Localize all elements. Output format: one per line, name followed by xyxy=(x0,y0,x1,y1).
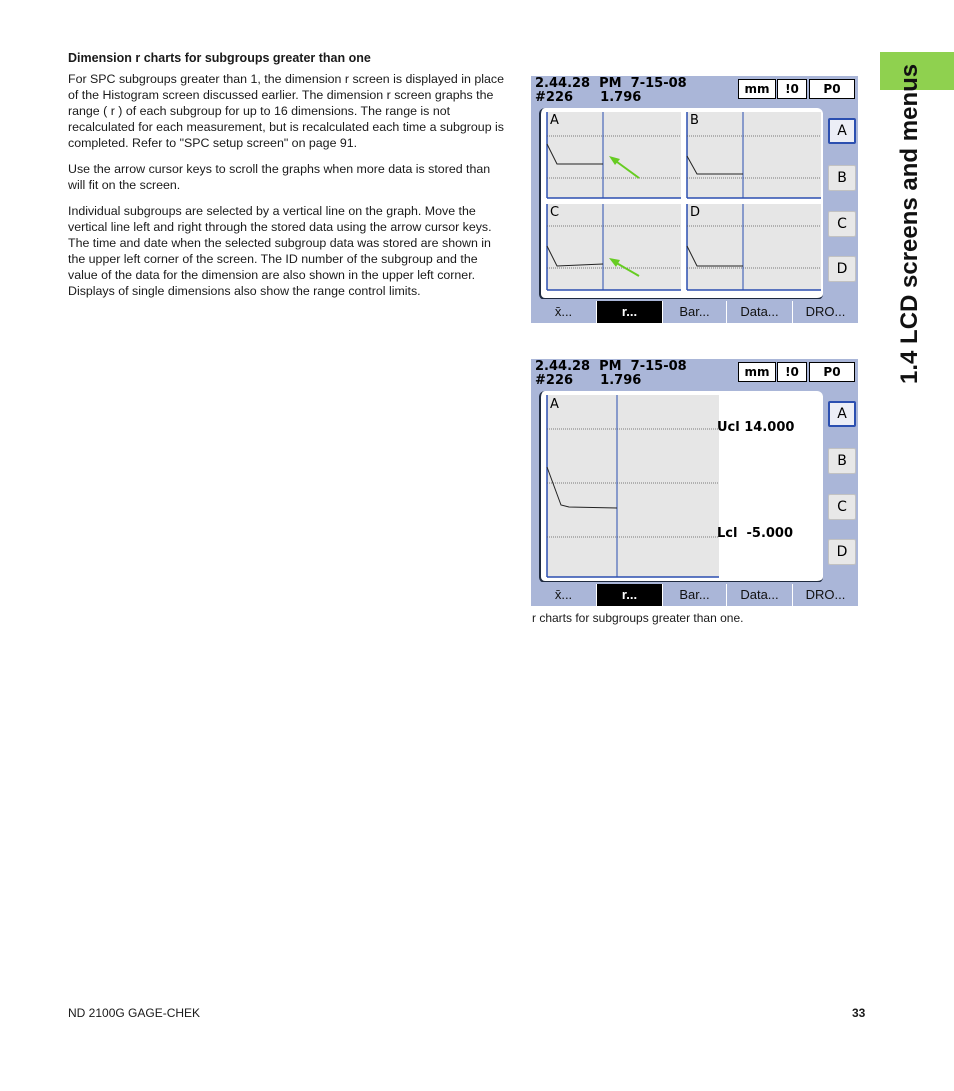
lower-control-limit: Lcl -5.000 xyxy=(717,526,794,541)
softkey-dro[interactable]: DRO... xyxy=(805,304,846,319)
chart-label-a: A xyxy=(550,397,559,412)
softkey-bar-chart[interactable]: Bar... xyxy=(663,301,727,323)
status-time-date: 2.44.28 PM 7-15-08 xyxy=(535,76,687,91)
paragraph-1: For SPC subgroups greater than 1, the dimension r screen is displayed in place of the Histogram screen discussed earlier. The dimension r screen graphs the range ( r ) of each subgroup for up to 16 dimensions. The range is not recalculated for each measurement, but is recalculated each time a subgroup is completed. Refer to "SPC setup screen" on page 91. xyxy=(68,72,504,150)
preset-button[interactable]: P0 xyxy=(809,362,855,382)
body-text xyxy=(68,71,510,309)
dimension-b-button[interactable]: B xyxy=(828,165,856,191)
dimension-c-button[interactable]: C xyxy=(828,494,856,520)
softkey-data[interactable]: Data... xyxy=(727,301,793,323)
chart-d xyxy=(687,204,821,290)
section-heading: Dimension r charts for subgroups greater than one xyxy=(68,51,371,65)
softkey-xbar[interactable]: x̄... xyxy=(531,584,597,606)
unit-button[interactable]: mm xyxy=(738,362,776,382)
status-time-date: 2.44.28 PM 7-15-08 xyxy=(535,359,687,374)
four-r-charts xyxy=(541,108,825,300)
figure-caption: r charts for subgroups greater than one. xyxy=(532,611,744,625)
softkey-data[interactable]: Data... xyxy=(727,584,793,606)
chart-label-b: B xyxy=(690,113,699,128)
status-id-value: #226 1.796 xyxy=(535,373,642,388)
paragraph-2: Use the arrow cursor keys to scroll the graphs when more data is stored than will fit on the screen. xyxy=(68,162,491,192)
dimension-a-button[interactable]: A xyxy=(828,118,856,144)
softkey-bar xyxy=(531,582,858,606)
chart-a xyxy=(547,112,681,198)
zero-button[interactable]: !0 xyxy=(777,79,807,99)
chart-label-d: D xyxy=(690,205,701,220)
dimension-c-button[interactable]: C xyxy=(828,211,856,237)
chapter-title: 1.4 LCD screens and menus xyxy=(896,63,923,384)
preset-button[interactable]: P0 xyxy=(809,79,855,99)
chart-b xyxy=(687,112,821,198)
zero-button[interactable]: !0 xyxy=(777,362,807,382)
paragraph-3: Individual subgroups are selected by a vertical line on the graph. Move the vertical line left and right through the stored data using the arrow cursor keys. The time and date when the selected subgroup data was stored are shown in the upper left corner of the screen. The ID number of the subgroup and the value of the data for the dimension are also shown in the upper left corner. Displays of single dimensions also show the range control limits. xyxy=(68,204,492,298)
softkey-bar-chart[interactable]: Bar... xyxy=(663,584,727,606)
charts-area xyxy=(539,108,823,300)
dimension-b-button[interactable]: B xyxy=(828,448,856,474)
softkey-xbar[interactable]: x̄... xyxy=(531,301,597,323)
softkey-bar xyxy=(531,299,858,323)
chart-label-c: C xyxy=(550,205,560,220)
dimension-d-button[interactable]: D xyxy=(828,256,856,282)
chart-label-a: A xyxy=(550,113,559,128)
softkey-dro[interactable]: DRO... xyxy=(805,587,846,602)
page-number: 33 xyxy=(852,1006,866,1020)
footer-product: ND 2100G GAGE-CHEK xyxy=(68,1006,201,1020)
status-id-value: #226 1.796 xyxy=(535,90,642,105)
lcd-screen-single-chart xyxy=(531,359,858,606)
upper-control-limit: Ucl 14.000 xyxy=(717,420,795,435)
lcd-screen-four-charts xyxy=(531,76,858,323)
dimension-a-button[interactable]: A xyxy=(828,401,856,427)
softkey-r[interactable]: r... xyxy=(597,301,663,323)
chart-c xyxy=(547,204,681,290)
dimension-d-button[interactable]: D xyxy=(828,539,856,565)
softkey-r[interactable]: r... xyxy=(597,584,663,606)
unit-button[interactable]: mm xyxy=(738,79,776,99)
